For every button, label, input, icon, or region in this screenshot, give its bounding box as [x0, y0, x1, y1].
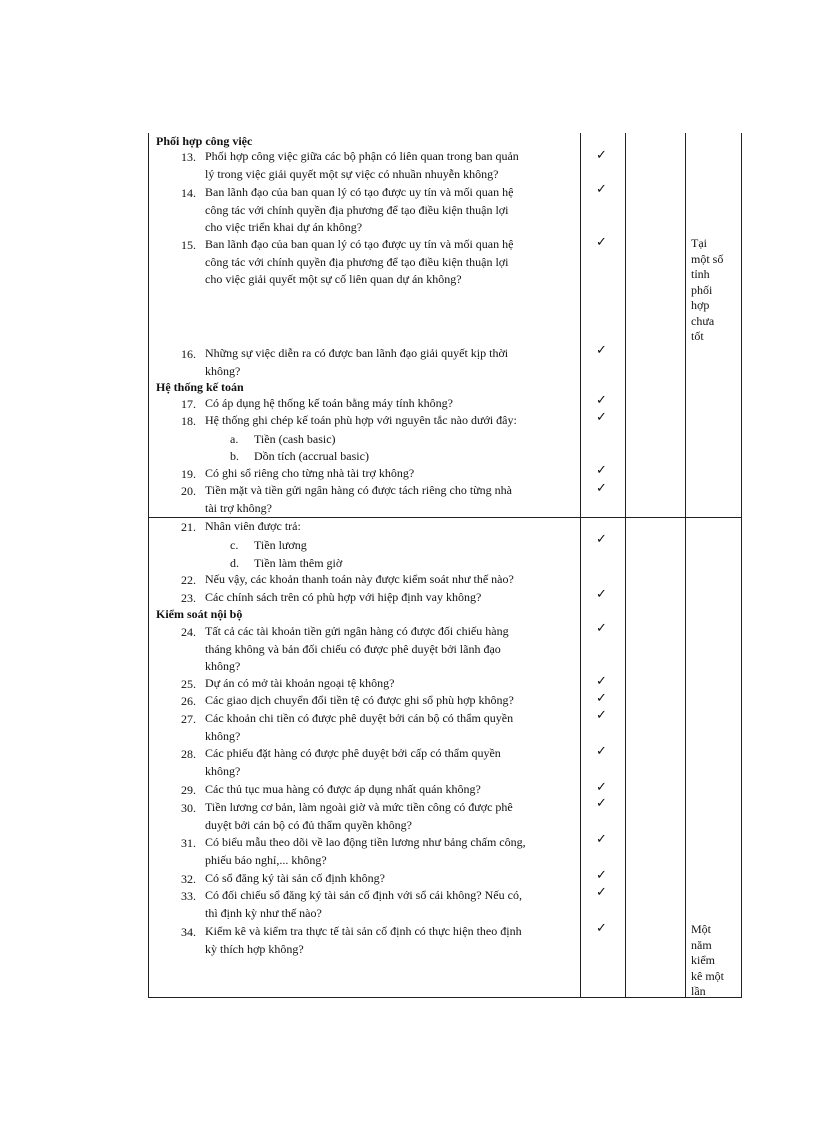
check-mark-icon: ✓ [596, 795, 607, 810]
option-letter: b. [230, 449, 239, 463]
question-line: Ban lãnh đạo của ban quan lý có tạo được uy tín và mối quan hệ [205, 237, 514, 251]
question-line: Có đối chiếu sổ đăng ký tài sản cố định với sổ cái không? Nếu có, [205, 888, 522, 902]
remark-note-coordination [691, 236, 737, 345]
option-salary [230, 537, 530, 553]
option-cash-basis [230, 431, 530, 447]
question-line: Các chính sách trên có phù hợp với hiệp định vay không? [205, 590, 482, 604]
check-mark-icon: ✓ [596, 392, 607, 407]
question-number: 28. [181, 747, 196, 761]
option-letter: c. [230, 538, 239, 552]
option-text: Tiền làm thêm giờ [254, 556, 343, 570]
check-mark-icon: ✓ [596, 673, 607, 688]
question-23 [205, 589, 575, 607]
question-line: thì định kỳ như thế nào? [205, 905, 322, 920]
question-18 [205, 412, 575, 430]
question-31 [205, 834, 575, 869]
question-30 [205, 799, 575, 834]
question-number: 16. [181, 347, 196, 361]
check-mark-icon: ✓ [596, 884, 607, 899]
question-27 [205, 710, 575, 745]
note-line: kê một [691, 968, 724, 983]
question-line: công tác với chính quyền địa phương để tạo điều kiện thuận lợi [205, 254, 509, 269]
question-13 [205, 148, 575, 183]
note-line: Một [691, 922, 712, 936]
check-mark-icon: ✓ [596, 531, 607, 546]
note-line: tốt [691, 329, 704, 343]
question-34 [205, 923, 575, 958]
check-mark-icon: ✓ [596, 690, 607, 705]
note-line: phối [691, 282, 713, 297]
question-20 [205, 482, 575, 517]
question-24 [205, 623, 575, 676]
option-letter: a. [230, 432, 239, 446]
question-line: Phối hợp công việc giữa các bộ phận có liên quan trong ban quản [205, 149, 519, 163]
check-mark-icon: ✓ [596, 743, 607, 758]
question-number: 32. [181, 872, 196, 886]
note-line: năm [691, 937, 712, 952]
question-29 [205, 781, 575, 799]
question-line: cho việc giải quyết một sự cố liên quan dự án không? [205, 272, 462, 286]
question-number: 25. [181, 677, 196, 691]
question-line: không? [205, 763, 241, 778]
question-14 [205, 184, 575, 237]
question-line: Có áp dụng hệ thống kế toán bằng máy tính không? [205, 396, 453, 410]
note-line: kiểm [691, 953, 715, 967]
question-number: 21. [181, 520, 196, 534]
question-number: 22. [181, 573, 196, 587]
note-line: tỉnh [691, 267, 710, 281]
question-line: Kiểm kê và kiểm tra thực tế tài sản cố định có thực hiện theo định [205, 924, 522, 938]
table-divider-note [685, 133, 686, 998]
note-line: lần [691, 984, 706, 998]
question-line: không? [205, 728, 241, 743]
question-number: 27. [181, 712, 196, 726]
question-line: tháng không và bản đối chiếu có được phê duyệt bởi lãnh đạo [205, 641, 501, 656]
question-line: Có sổ đăng ký tài sản cố định không? [205, 871, 385, 885]
question-line: Tiền lương cơ bản, làm ngoài giờ và mức tiền công có được phê [205, 800, 513, 814]
question-line: Hệ thống ghi chép kế toán phù hợp với nguyên tắc nào dưới đây: [205, 413, 517, 427]
section-title-coordination: Phối hợp công việc [156, 134, 253, 148]
check-mark-icon: ✓ [596, 779, 607, 794]
question-line: Có ghi sổ riêng cho từng nhà tài trợ không? [205, 466, 415, 480]
check-mark-icon: ✓ [596, 409, 607, 424]
question-number: 13. [181, 150, 196, 164]
note-line: hợp [691, 298, 710, 312]
question-number: 29. [181, 783, 196, 797]
table-border-left [148, 133, 149, 998]
table-border-bottom [148, 997, 742, 998]
question-number: 30. [181, 801, 196, 815]
question-line: không? [205, 363, 241, 378]
question-line: Ban lãnh đạo của ban quan lý có tạo được uy tín và mối quan hệ [205, 185, 514, 199]
check-mark-icon: ✓ [596, 181, 607, 196]
table-border-right [741, 133, 742, 998]
check-mark-icon: ✓ [596, 462, 607, 477]
question-line: Nhân viên được trả: [205, 519, 301, 533]
question-17 [205, 395, 575, 413]
question-line: Các phiếu đặt hàng có được phê duyệt bởi cấp có thẩm quyền [205, 746, 501, 760]
section-title-accounting: Hệ thống kế toán [156, 380, 244, 394]
check-mark-icon: ✓ [596, 147, 607, 162]
question-line: Dự án có mở tài khoản ngoại tệ không? [205, 676, 395, 690]
question-line: không? [205, 659, 241, 673]
question-line: Nếu vậy, các khoản thanh toán này được kiểm soát như thế nào? [205, 572, 514, 586]
option-text: Tiền (cash basic) [254, 432, 336, 446]
question-number: 14. [181, 186, 196, 200]
question-16 [205, 345, 575, 380]
question-line: cho việc triển khai dự án không? [205, 220, 363, 234]
question-33 [205, 887, 575, 922]
question-line: kỳ thích hợp không? [205, 941, 304, 956]
table-divider-no [625, 133, 626, 998]
section-title-internal-control: Kiểm soát nội bộ [156, 607, 243, 621]
question-number: 31. [181, 836, 196, 850]
question-line: phiếu báo nghỉ,... không? [205, 852, 327, 867]
question-line: duyệt bởi cán bộ có đủ thẩm quyền không? [205, 817, 412, 832]
check-mark-icon: ✓ [596, 342, 607, 357]
note-line: chưa [691, 313, 715, 328]
check-mark-icon: ✓ [596, 831, 607, 846]
table-divider-answer [580, 133, 581, 998]
note-line: Tại [691, 236, 707, 250]
question-number: 17. [181, 397, 196, 411]
question-line: Các khoản chi tiền có được phê duyệt bởi cán bộ có thẩm quyền [205, 711, 514, 725]
check-mark-icon: ✓ [596, 867, 607, 882]
question-line: Tiền mặt và tiền gửi ngân hàng có được tách riêng cho từng nhà [205, 483, 513, 497]
option-letter: d. [230, 556, 239, 570]
question-number: 33. [181, 889, 196, 903]
question-line: Các thủ tục mua hàng có được áp dụng nhất quán không? [205, 782, 481, 796]
check-mark-icon: ✓ [596, 586, 607, 601]
question-19 [205, 465, 575, 483]
option-text: Dồn tích (accrual basic) [254, 449, 369, 463]
question-line: Tất cả các tài khoản tiền gửi ngân hàng có được đối chiếu hàng [205, 624, 509, 638]
question-number: 18. [181, 414, 196, 428]
question-number: 20. [181, 484, 196, 498]
question-number: 15. [181, 238, 196, 252]
question-line: Những sự việc diễn ra có được ban lãnh đạo giải quyết kịp thời [205, 346, 509, 360]
check-mark-icon: ✓ [596, 707, 607, 722]
question-25 [205, 675, 575, 693]
question-21 [205, 518, 575, 536]
question-number: 26. [181, 694, 196, 708]
question-26 [205, 692, 575, 710]
remark-note-inventory [691, 922, 737, 1000]
question-line: Các giao dịch chuyển đổi tiền tệ có được ghi sổ phù hợp không? [205, 693, 514, 707]
option-accrual-basis [230, 448, 530, 464]
question-22 [205, 571, 575, 589]
question-number: 34. [181, 925, 196, 939]
question-number: 23. [181, 591, 196, 605]
question-number: 19. [181, 467, 196, 481]
question-line: Có biểu mẫu theo dõi về lao động tiền lương như bảng chấm công, [205, 835, 526, 849]
question-line: tài trợ không? [205, 500, 272, 515]
check-mark-icon: ✓ [596, 620, 607, 635]
question-line: lý trong việc giải quyết một sự việc có nhuần nhuyễn không? [205, 166, 499, 181]
question-32 [205, 870, 575, 888]
question-line: công tác với chính quyền địa phương để tạo điều kiện thuận lợi [205, 202, 509, 217]
check-mark-icon: ✓ [596, 920, 607, 935]
question-28 [205, 745, 575, 780]
question-15 [205, 236, 575, 289]
option-overtime [230, 555, 530, 571]
check-mark-icon: ✓ [596, 234, 607, 249]
option-text: Tiền lương [254, 538, 307, 552]
note-line: một số [691, 251, 724, 266]
check-mark-icon: ✓ [596, 480, 607, 495]
question-number: 24. [181, 625, 196, 639]
